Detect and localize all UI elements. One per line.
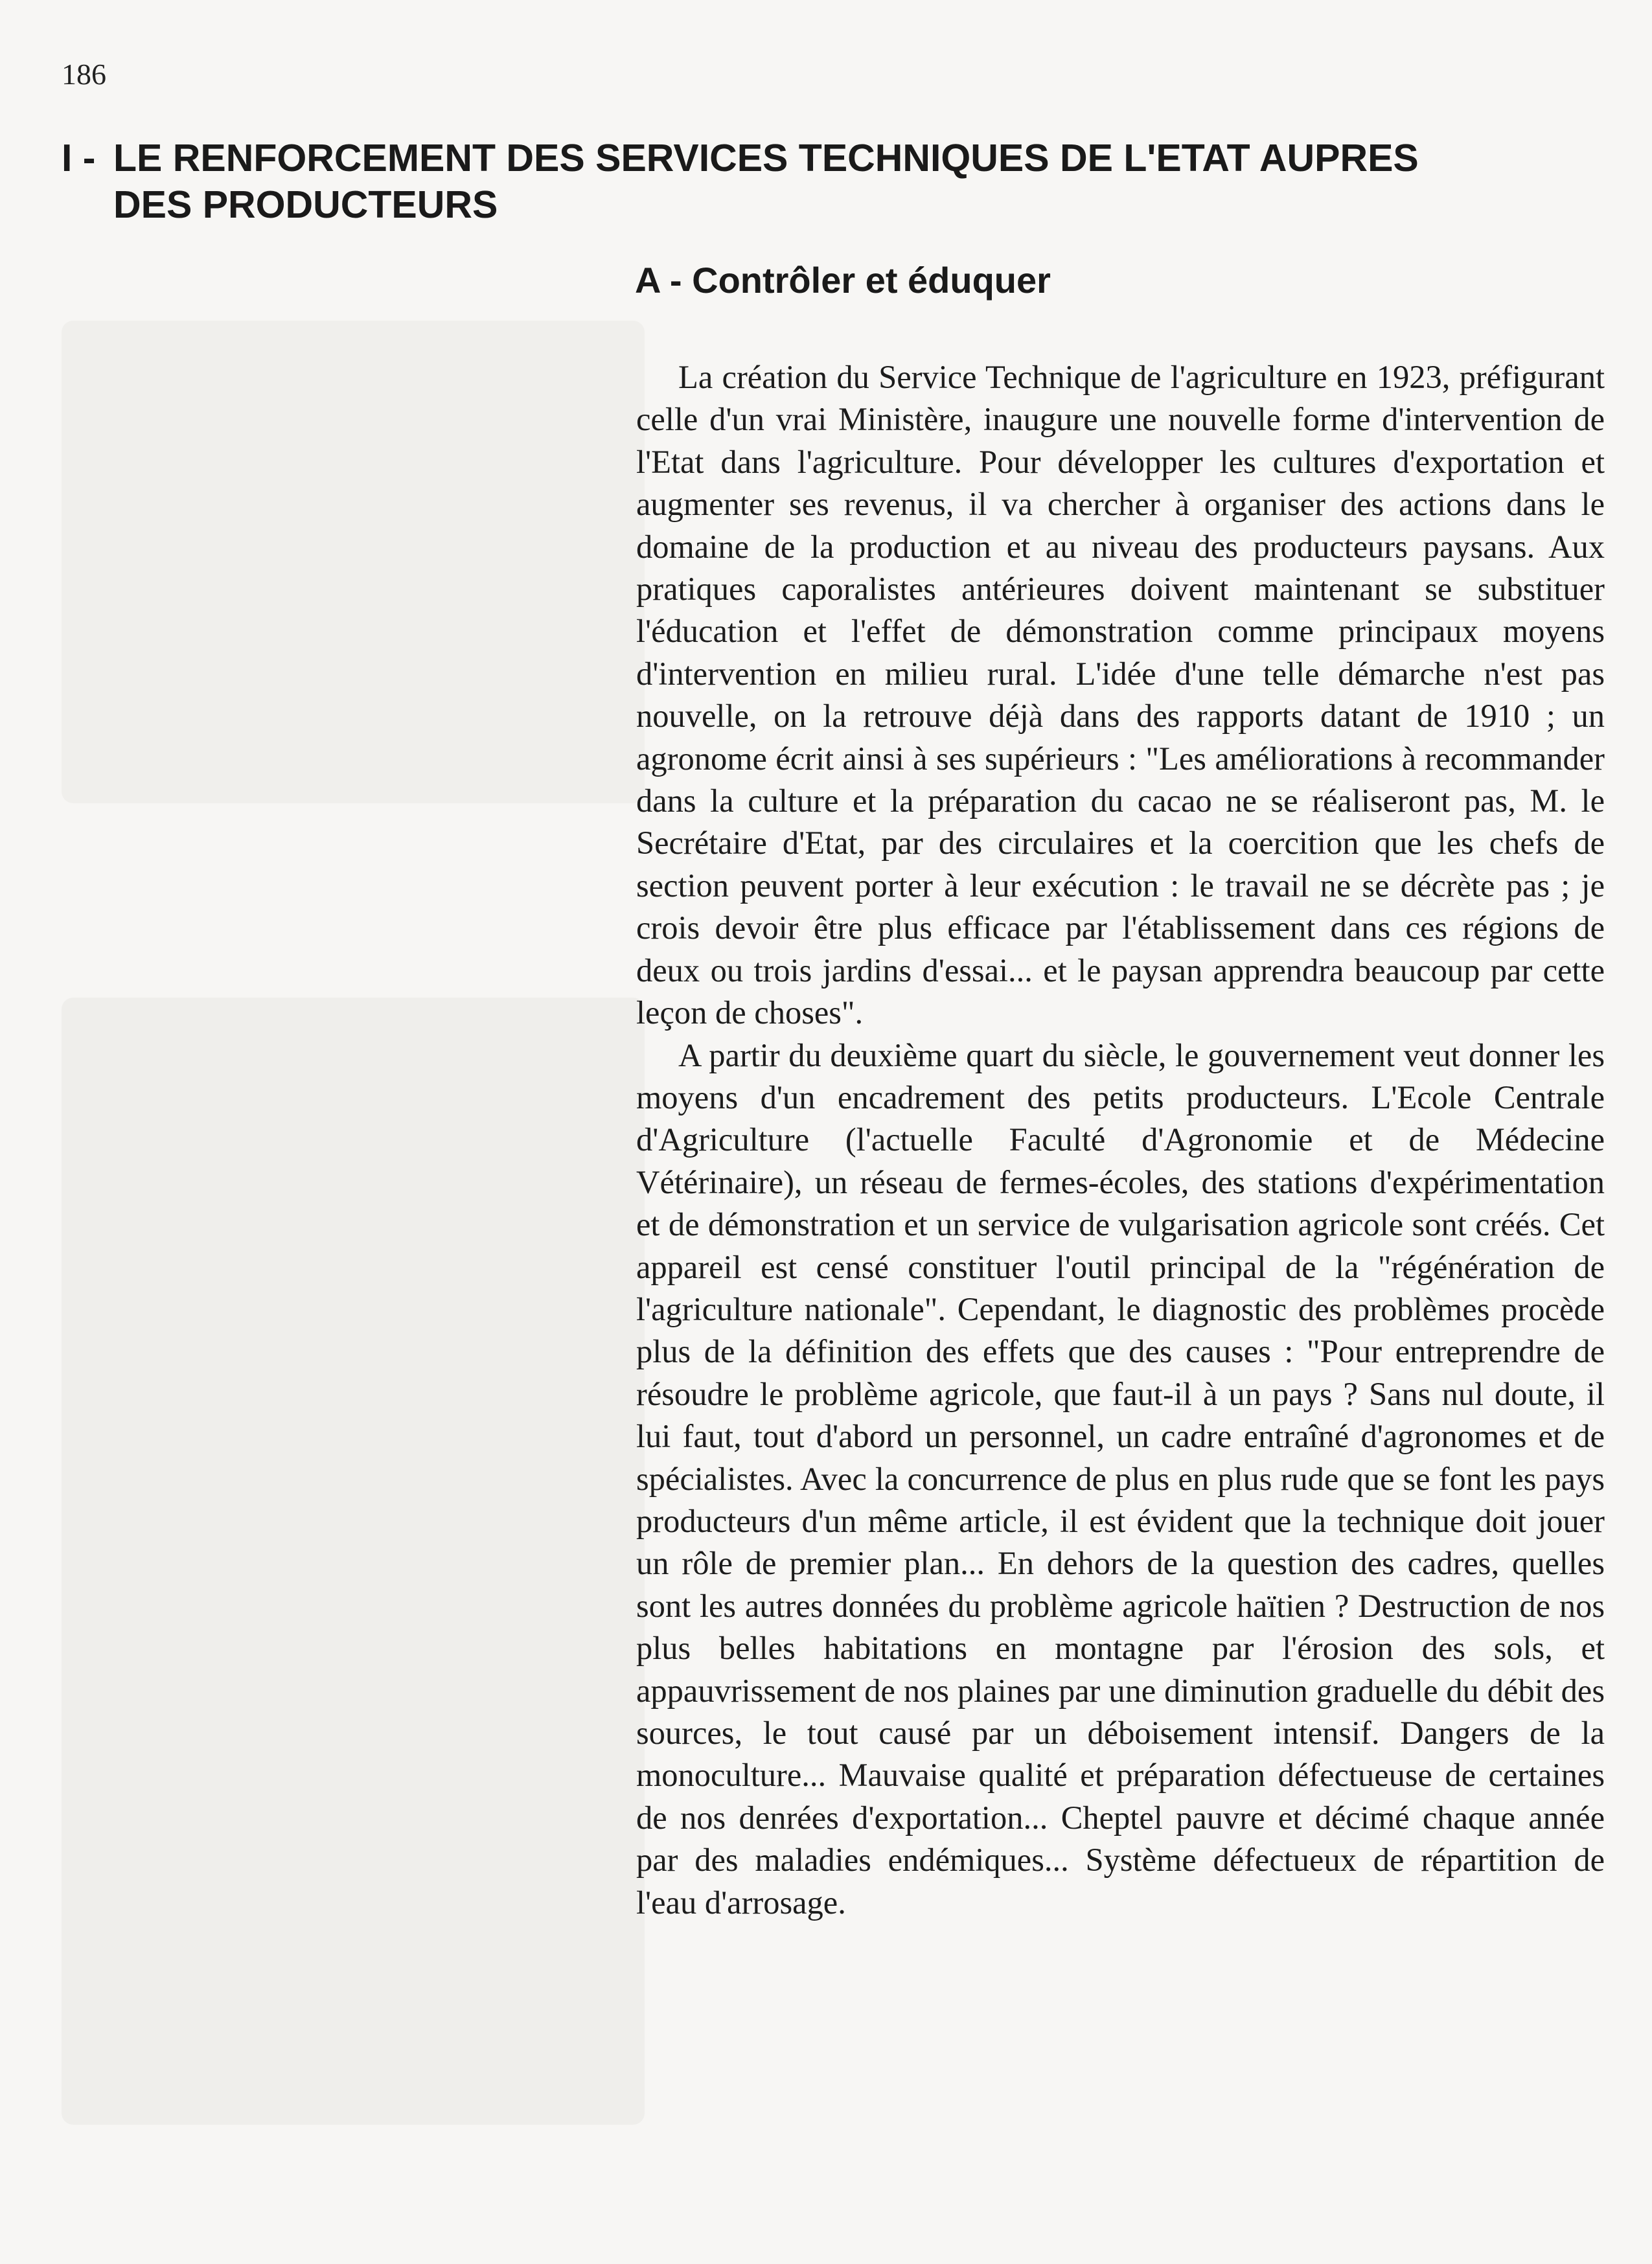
paragraph-2: A partir du deuxième quart du siècle, le gouvernement veut donner les moyens d'un encadrement des petits producteurs. L'Ecole Centrale d'Agriculture (l'actuelle Faculté d'Agronomie et de Médecine Vétérinaire), un réseau de fermes-écoles, des stations d'expérimentation et de démonstration et un service de vulgarisation agricole sont créés. Cet appareil est censé constituer l'outil principal de la "régénération de l'agriculture nationale". Cependant, le diagnostic des problèmes procède plus de la définition des effets que des causes : "Pour entreprendre de résoudre le problème agricole, que faut-il à un pays ? Sans nul doute, il lui faut, tout d'abord un personnel, un cadre entraîné d'agronomes et de spécialistes. Avec la concurrence de plus en plus rude que se font les pays producteurs d'un même article, il est évident que la technique doit jouer un rôle de premier plan... En dehors de la question des cadres, quelles sont les autres données du problème agricole haïtien ? Destruction de nos plus belles habitations en montagne par l'érosion des sols, et appauvrissement de nos plaines par une diminution graduelle du débit des sources, le tout causé par un déboisement intensif. Dangers de la monoculture... Mauvaise qualité et préparation défectueuse de certaines de nos denrées d'exportation... Cheptel pauvre et décimé chaque année par des maladies endémiques... Système défectueux de répartition de l'eau d'arrosage.	[636, 1036, 1605, 1921]
section-number: I -	[62, 137, 96, 179]
show-through-shadow-bottom	[62, 998, 645, 2125]
section-title-line-1: LE RENFORCEMENT DES SERVICES TECHNIQUES DE L'ETAT AUPRES	[113, 137, 1419, 179]
page-number: 186	[62, 58, 106, 91]
subsection-title: A - Contrôler et éduquer	[635, 260, 1051, 301]
section-title-line-2: DES PRODUCTEURS	[113, 183, 498, 226]
paragraph-1: La création du Service Technique de l'agriculture en 1923, préfigurant celle d'un vrai Ministère, inaugure une nouvelle forme d'intervention de l'Etat dans l'agriculture. Pour développer les cultures d'exportation et augmenter ses revenus, il va chercher à organiser des actions dans le domaine de la production et au niveau des producteurs paysans. Aux pratiques caporalistes antérieures doivent maintenant se substituer l'éducation et l'effet de démonstration comme principaux moyens d'intervention en milieu rural. L'idée d'une telle démarche n'est pas nouvelle, on la retrouve déjà dans des rapports datant de 1910 ; un agronome écrit ainsi à ses supérieurs : "Les améliorations à recommander dans la culture et la préparation du cacao ne se réaliseront pas, M. le Secrétaire d'Etat, par des circulaires et la coercition que les chefs de section peuvent porter à leur exécution : le travail ne se décrète pas ; je crois devoir être plus efficace par l'établissement dans ces régions de deux ou trois jardins d'essai... et le paysan apprendra beaucoup par cette leçon de choses".	[636, 359, 1605, 1031]
show-through-shadow-top	[62, 321, 645, 803]
body-text	[636, 356, 1605, 1924]
section-title	[62, 135, 1616, 228]
